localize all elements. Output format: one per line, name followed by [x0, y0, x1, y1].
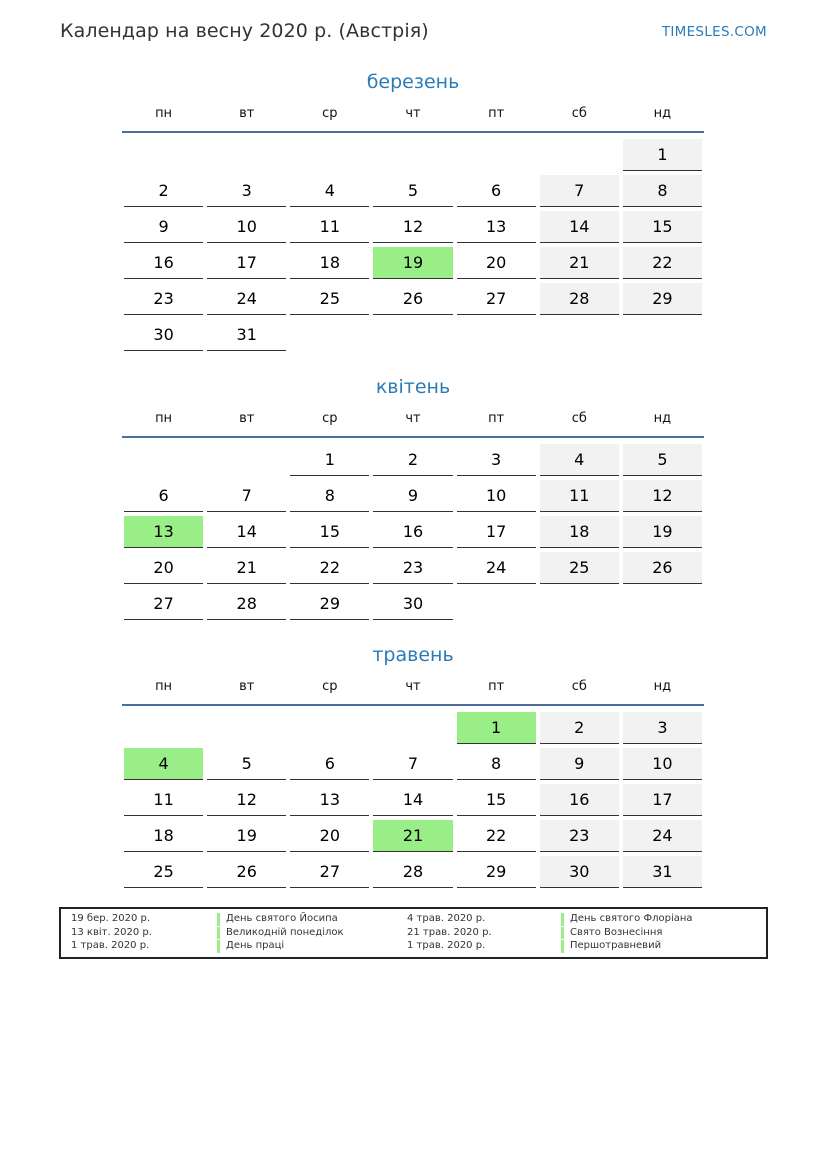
- day-cell: [371, 782, 454, 818]
- day-cell: [621, 782, 704, 818]
- weekday-label: ср: [322, 679, 338, 694]
- day-cell: [538, 550, 621, 586]
- day-cell: [455, 746, 538, 782]
- day-number: 22: [457, 820, 536, 852]
- day-number: 20: [457, 247, 536, 279]
- day-number: 15: [290, 516, 369, 548]
- day-number: 26: [373, 283, 452, 315]
- day-number: 25: [290, 283, 369, 315]
- day-number: 7: [207, 480, 286, 512]
- day-cell: [621, 478, 704, 514]
- day-number: 10: [623, 748, 702, 780]
- day-number: 29: [457, 856, 536, 888]
- day-cell: [455, 782, 538, 818]
- legend-holiday-name: Першотравневий: [561, 940, 756, 953]
- day-number: 31: [207, 319, 286, 351]
- day-number: 16: [373, 516, 452, 548]
- weekday-label: пн: [155, 679, 173, 694]
- day-cell: [205, 782, 288, 818]
- day-cell: [455, 442, 538, 478]
- day-cell: [538, 710, 621, 746]
- day-number: 13: [124, 516, 203, 548]
- day-number: 29: [623, 283, 702, 315]
- day-cell: [455, 514, 538, 550]
- empty-cell: [371, 710, 454, 746]
- day-cell: [205, 586, 288, 622]
- day-cell: [455, 281, 538, 317]
- day-cell: [122, 209, 205, 245]
- day-cell: [371, 746, 454, 782]
- weekday-label: чт: [405, 679, 421, 694]
- day-number: 4: [290, 175, 369, 207]
- day-cell: [122, 818, 205, 854]
- day-number: 4: [540, 444, 619, 476]
- empty-cell: [455, 137, 538, 173]
- day-cell: [122, 478, 205, 514]
- day-number: 9: [373, 480, 452, 512]
- day-number: 2: [124, 175, 203, 207]
- day-number: 10: [457, 480, 536, 512]
- day-number: 28: [540, 283, 619, 315]
- day-number: 23: [124, 283, 203, 315]
- day-cell: [538, 442, 621, 478]
- empty-cell: [122, 442, 205, 478]
- weekday-label: сб: [571, 106, 587, 121]
- day-number: 13: [290, 784, 369, 816]
- day-cell: [371, 281, 454, 317]
- day-number: 14: [373, 784, 452, 816]
- day-number: 20: [124, 552, 203, 584]
- month-block: [122, 640, 704, 890]
- day-number: 8: [457, 748, 536, 780]
- empty-cell: [288, 710, 371, 746]
- day-number: 19: [207, 820, 286, 852]
- day-cell: [205, 854, 288, 890]
- day-cell: [371, 550, 454, 586]
- day-cell: [538, 818, 621, 854]
- day-number: 4: [124, 748, 203, 780]
- empty-cell: [205, 710, 288, 746]
- day-number: 25: [124, 856, 203, 888]
- day-cell: [538, 854, 621, 890]
- day-number: 27: [457, 283, 536, 315]
- legend-holiday-name: День праці: [217, 940, 407, 953]
- day-cell: [122, 281, 205, 317]
- weekday-label: нд: [653, 106, 672, 121]
- legend-holiday-name: День святого Йосипа: [217, 913, 407, 926]
- day-number: 3: [207, 175, 286, 207]
- day-number: 18: [124, 820, 203, 852]
- day-number: 24: [623, 820, 702, 852]
- day-cell: [455, 478, 538, 514]
- day-number: 16: [124, 247, 203, 279]
- day-number: 15: [457, 784, 536, 816]
- day-number: 5: [207, 748, 286, 780]
- day-cell: [371, 586, 454, 622]
- day-number: 30: [540, 856, 619, 888]
- day-number: 27: [124, 588, 203, 620]
- day-number: 10: [207, 211, 286, 243]
- day-cell: [122, 854, 205, 890]
- site-link[interactable]: TIMESLES.COM: [661, 24, 767, 40]
- day-cell: [205, 550, 288, 586]
- legend-date: 1 трав. 2020 р.: [71, 940, 150, 951]
- day-number: 12: [623, 480, 702, 512]
- holiday-day-cell: [122, 514, 205, 550]
- day-cell: [288, 478, 371, 514]
- legend-date: 4 трав. 2020 р.: [407, 913, 486, 924]
- day-cell: [122, 782, 205, 818]
- day-number: 22: [623, 247, 702, 279]
- day-number: 11: [290, 211, 369, 243]
- day-number: 26: [207, 856, 286, 888]
- legend-holiday-name: Свято Вознесіння: [561, 927, 756, 940]
- day-number: 30: [373, 588, 452, 620]
- day-number: 30: [124, 319, 203, 351]
- legend-date: 1 трав. 2020 р.: [407, 940, 486, 951]
- empty-cell: [538, 137, 621, 173]
- day-number: 12: [373, 211, 452, 243]
- day-number: 5: [373, 175, 452, 207]
- page-title: Календар на весну 2020 р. (Австрія): [60, 20, 429, 42]
- day-number: 1: [457, 712, 536, 744]
- day-cell: [371, 514, 454, 550]
- day-cell: [288, 818, 371, 854]
- holiday-day-cell: [371, 245, 454, 281]
- weekday-label: пт: [488, 679, 505, 694]
- month-block: [122, 67, 704, 353]
- day-number: 23: [373, 552, 452, 584]
- day-cell: [455, 173, 538, 209]
- day-cell: [621, 281, 704, 317]
- empty-cell: [205, 442, 288, 478]
- day-number: 15: [623, 211, 702, 243]
- day-number: 24: [207, 283, 286, 315]
- day-number: 3: [457, 444, 536, 476]
- day-number: 2: [373, 444, 452, 476]
- day-cell: [538, 281, 621, 317]
- weekday-label: чт: [405, 106, 421, 121]
- day-number: 8: [623, 175, 702, 207]
- day-number: 25: [540, 552, 619, 584]
- month-block: [122, 372, 704, 622]
- day-number: 21: [373, 820, 452, 852]
- empty-cell: [122, 710, 205, 746]
- day-number: 6: [290, 748, 369, 780]
- weekday-header: [122, 678, 704, 706]
- weekday-label: ср: [322, 106, 338, 121]
- day-cell: [288, 281, 371, 317]
- day-number: 17: [623, 784, 702, 816]
- day-number: 14: [540, 211, 619, 243]
- day-cell: [288, 209, 371, 245]
- day-cell: [205, 245, 288, 281]
- day-cell: [621, 746, 704, 782]
- day-cell: [122, 317, 205, 353]
- day-number: 19: [373, 247, 452, 279]
- day-number: 9: [540, 748, 619, 780]
- weekday-label: пт: [488, 411, 505, 426]
- day-cell: [288, 245, 371, 281]
- day-cell: [621, 550, 704, 586]
- day-number: 11: [540, 480, 619, 512]
- day-number: 28: [373, 856, 452, 888]
- day-cell: [122, 173, 205, 209]
- day-cell: [122, 245, 205, 281]
- weekday-label: вт: [239, 679, 255, 694]
- day-cell: [122, 586, 205, 622]
- day-cell: [371, 442, 454, 478]
- day-cell: [538, 245, 621, 281]
- day-cell: [205, 173, 288, 209]
- day-cell: [288, 514, 371, 550]
- day-number: 27: [290, 856, 369, 888]
- day-number: 18: [540, 516, 619, 548]
- day-cell: [205, 514, 288, 550]
- weekday-label: пн: [155, 411, 173, 426]
- day-cell: [538, 173, 621, 209]
- day-number: 1: [623, 139, 702, 171]
- day-cell: [371, 173, 454, 209]
- day-number: 18: [290, 247, 369, 279]
- day-number: 28: [207, 588, 286, 620]
- day-number: 6: [124, 480, 203, 512]
- weekday-label: вт: [239, 411, 255, 426]
- day-number: 20: [290, 820, 369, 852]
- empty-cell: [122, 137, 205, 173]
- day-number: 26: [623, 552, 702, 584]
- weekday-label: сб: [571, 679, 587, 694]
- day-number: 7: [373, 748, 452, 780]
- day-number: 22: [290, 552, 369, 584]
- day-cell: [288, 782, 371, 818]
- day-cell: [455, 854, 538, 890]
- day-cell: [455, 245, 538, 281]
- day-number: 16: [540, 784, 619, 816]
- day-cell: [371, 854, 454, 890]
- day-cell: [621, 514, 704, 550]
- day-cell: [621, 818, 704, 854]
- weekday-label: чт: [405, 411, 421, 426]
- day-cell: [538, 782, 621, 818]
- day-cell: [621, 854, 704, 890]
- month-name: квітень: [375, 376, 451, 398]
- day-cell: [205, 281, 288, 317]
- day-number: 11: [124, 784, 203, 816]
- holiday-day-cell: [455, 710, 538, 746]
- weekday-label: пн: [155, 106, 173, 121]
- day-cell: [538, 209, 621, 245]
- holiday-day-cell: [122, 746, 205, 782]
- empty-cell: [205, 137, 288, 173]
- day-number: 13: [457, 211, 536, 243]
- day-number: 7: [540, 175, 619, 207]
- day-cell: [288, 550, 371, 586]
- day-cell: [288, 173, 371, 209]
- month-name: травень: [372, 644, 454, 666]
- legend-date: 13 квіт. 2020 р.: [71, 926, 152, 938]
- day-grid: [122, 137, 704, 353]
- day-cell: [122, 550, 205, 586]
- day-number: 21: [540, 247, 619, 279]
- day-number: 9: [124, 211, 203, 243]
- day-number: 24: [457, 552, 536, 584]
- day-number: 2: [540, 712, 619, 744]
- day-cell: [205, 818, 288, 854]
- legend-holiday-name: День святого Флоріана: [561, 913, 756, 926]
- weekday-header: [122, 105, 704, 133]
- day-number: 3: [623, 712, 702, 744]
- weekday-label: вт: [239, 106, 255, 121]
- weekday-header: [122, 410, 704, 438]
- day-number: 31: [623, 856, 702, 888]
- holiday-legend: [59, 907, 768, 959]
- day-number: 12: [207, 784, 286, 816]
- weekday-label: ср: [322, 411, 338, 426]
- day-cell: [621, 209, 704, 245]
- day-cell: [205, 746, 288, 782]
- day-cell: [371, 478, 454, 514]
- day-cell: [288, 442, 371, 478]
- day-cell: [621, 710, 704, 746]
- day-cell: [538, 478, 621, 514]
- day-cell: [205, 478, 288, 514]
- empty-cell: [371, 137, 454, 173]
- day-grid: [122, 710, 704, 890]
- legend-date: 21 трав. 2020 р.: [407, 926, 492, 938]
- day-cell: [371, 209, 454, 245]
- day-cell: [621, 173, 704, 209]
- day-number: 17: [457, 516, 536, 548]
- day-number: 1: [290, 444, 369, 476]
- day-number: 8: [290, 480, 369, 512]
- weekday-label: пт: [488, 106, 505, 121]
- day-cell: [621, 442, 704, 478]
- day-number: 14: [207, 516, 286, 548]
- day-number: 17: [207, 247, 286, 279]
- day-number: 5: [623, 444, 702, 476]
- day-number: 29: [290, 588, 369, 620]
- day-cell: [538, 514, 621, 550]
- legend-date: 19 бер. 2020 р.: [71, 913, 151, 924]
- holiday-day-cell: [371, 818, 454, 854]
- day-number: 23: [540, 820, 619, 852]
- day-cell: [288, 586, 371, 622]
- day-cell: [621, 137, 704, 173]
- day-grid: [122, 442, 704, 622]
- day-cell: [455, 209, 538, 245]
- day-cell: [621, 245, 704, 281]
- weekday-label: нд: [653, 679, 672, 694]
- weekday-label: нд: [653, 411, 672, 426]
- day-number: 19: [623, 516, 702, 548]
- empty-cell: [288, 137, 371, 173]
- day-number: 21: [207, 552, 286, 584]
- day-cell: [205, 317, 288, 353]
- day-cell: [288, 854, 371, 890]
- day-number: 6: [457, 175, 536, 207]
- day-cell: [538, 746, 621, 782]
- legend-holiday-name: Великодній понеділок: [217, 927, 407, 940]
- month-name: березень: [366, 71, 460, 93]
- weekday-label: сб: [571, 411, 587, 426]
- day-cell: [288, 746, 371, 782]
- day-cell: [455, 550, 538, 586]
- day-cell: [455, 818, 538, 854]
- day-cell: [205, 209, 288, 245]
